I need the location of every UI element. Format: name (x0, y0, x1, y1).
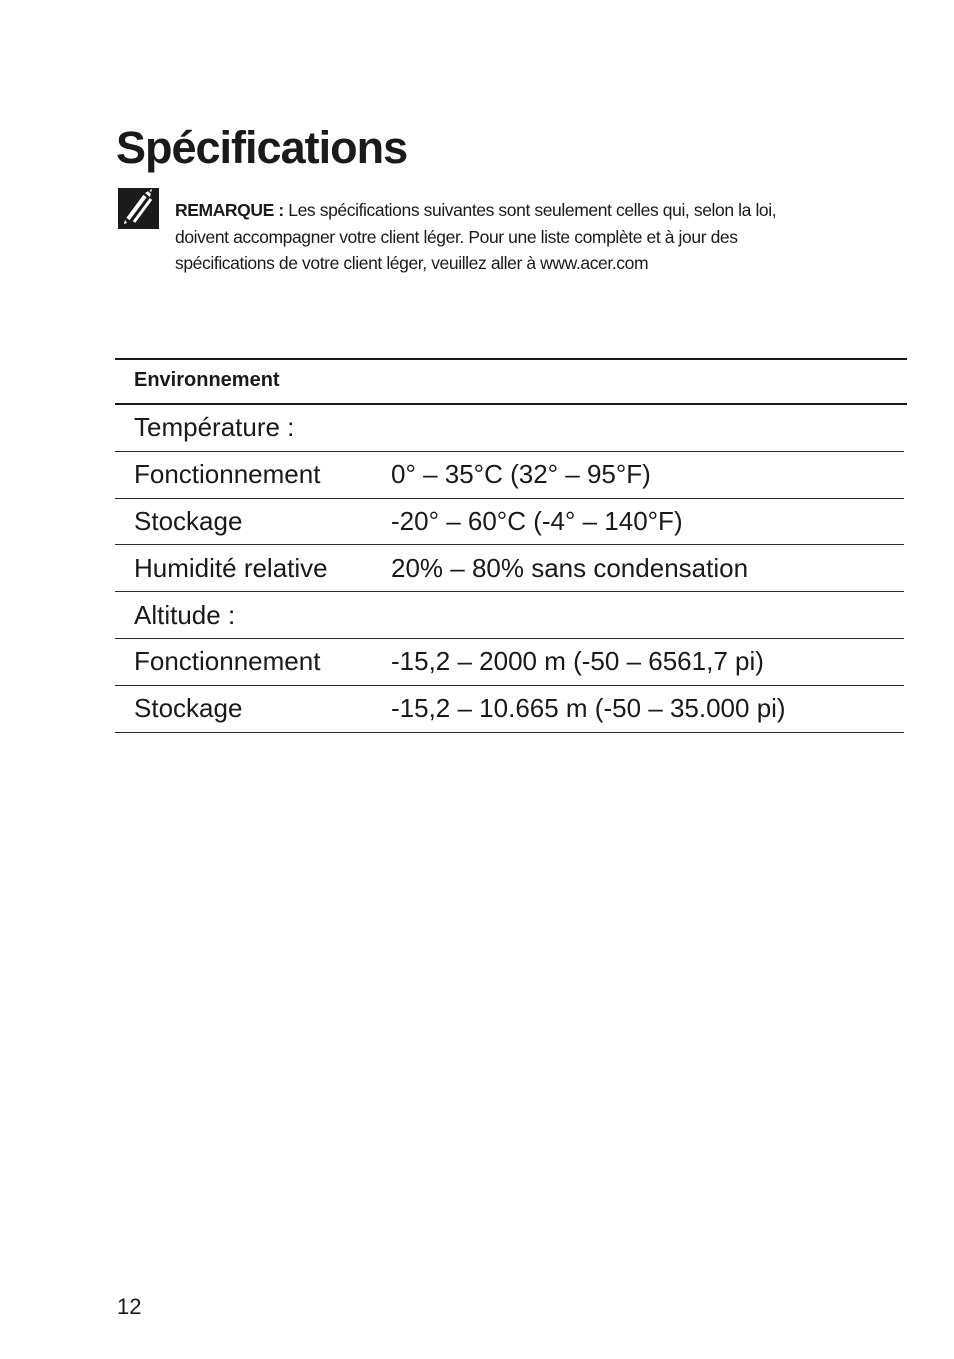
row-value: -15,2 – 2000 m (-50 – 6561,7 pi) (391, 646, 764, 677)
table-row (115, 592, 904, 639)
page-number: 12 (117, 1294, 142, 1319)
table-row (115, 405, 904, 452)
row-label: Fonctionnement (134, 459, 321, 490)
row-value: 0° – 35°C (32° – 95°F) (391, 459, 651, 490)
row-value: -20° – 60°C (-4° – 140°F) (391, 505, 683, 536)
table-header: Environnement (115, 358, 907, 405)
page-title: Spécifications (116, 122, 408, 173)
note-text: Les spécifications suivantes sont seulement celles qui, selon la loi, doivent accompagner votre client léger. Pour une liste complète et à jour des spécifications de votre client léger, veuillez aller à www.acer.com (175, 200, 777, 273)
row-value: -15,2 – 10.665 m (-50 – 35.000 pi) (391, 693, 786, 724)
table-row (115, 499, 904, 546)
row-label: Stockage (134, 693, 243, 724)
row-label: Stockage (134, 505, 243, 536)
row-label: Fonctionnement (134, 646, 321, 677)
table-row (115, 545, 904, 592)
table-row (115, 452, 904, 499)
note (175, 197, 815, 277)
row-label: Humidité relative (134, 552, 328, 583)
table-row (115, 686, 904, 733)
note-label: REMARQUE : (175, 200, 284, 220)
pencil-note-icon (118, 188, 159, 229)
table-row (115, 639, 904, 686)
row-label: Altitude : (134, 599, 236, 630)
row-value: 20% – 80% sans condensation (391, 552, 749, 583)
row-label: Température : (134, 412, 295, 443)
environment-spec-table (115, 358, 907, 733)
